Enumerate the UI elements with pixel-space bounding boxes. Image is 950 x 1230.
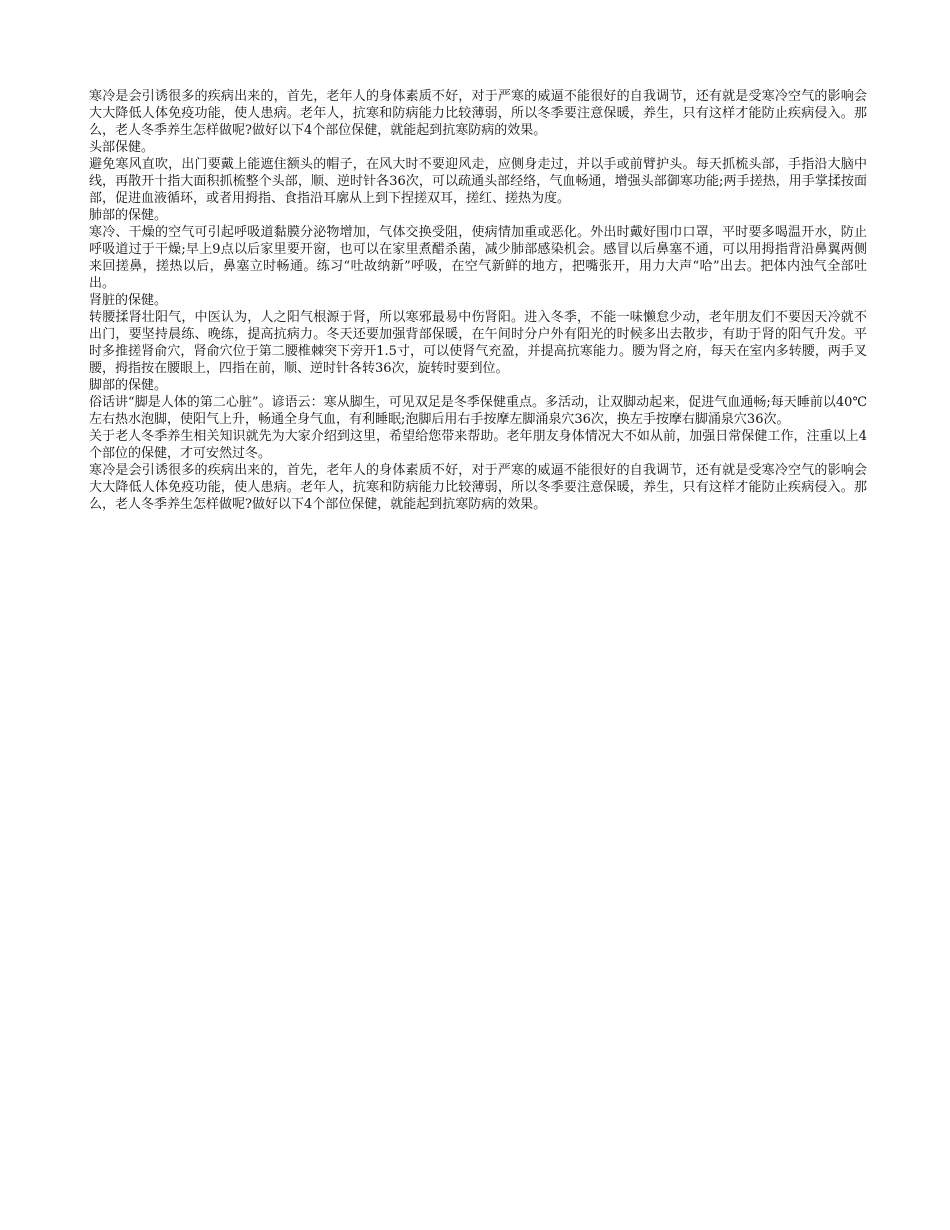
summary-paragraph: 关于老人冬季养生相关知识就先为大家介绍到这里，希望给您带来帮助。老年朋友身体情况大不如从前，加强日常保健工作，注重以上4个部位的保健，才可安然过冬。: [89, 429, 867, 461]
kidney-care-paragraph: 转腰揉肾壮阳气，中医认为，人之阳气根源于肾，所以寒邪最易中伤肾阳。进入冬季，不能一味懒怠少动，老年朋友们不要因天冷就不出门，要坚持晨练、晚练，提高抗病力。冬天还要加强背部保暖，在午间时分户外有阳光的时候多出去散步，有助于肾的阳气升发。平时多推搓肾俞穴，肾俞穴位于第二腰椎棘突下旁开1.5寸，可以使肾气充盈，并提高抗寒能力。腰为肾之府，每天在室内多转腰，两手叉腰，拇指按在腰眼上，四指在前，顺、逆时针各转36次，旋转时要到位。: [89, 310, 867, 376]
document-body: [89, 88, 867, 513]
section-heading-head: 头部保健。: [89, 140, 155, 155]
intro-paragraph: 寒冷是会引诱很多的疾病出来的，首先，老年人的身体素质不好，对于严寒的威逼不能很好的自我调节，还有就是受寒冷空气的影响会大大降低人体免疫功能，使人患病。老年人，抗寒和防病能力比较薄弱，所以冬季要注意保暖，养生，只有这样才能防止疾病侵入。那么，老人冬季养生怎样做呢?做好以下4个部位保健，就能起到抗寒防病的效果。: [89, 89, 867, 138]
section-heading-lung: 肺部的保健。: [89, 208, 168, 223]
repeated-intro-paragraph: 寒冷是会引诱很多的疾病出来的，首先，老年人的身体素质不好，对于严寒的威逼不能很好的自我调节，还有就是受寒冷空气的影响会大大降低人体免疫功能，使人患病。老年人，抗寒和防病能力比较薄弱，所以冬季要注意保暖，养生，只有这样才能防止疾病侵入。那么，老人冬季养生怎样做呢?做好以下4个部位保健，就能起到抗寒防病的效果。: [89, 463, 867, 512]
section-heading-kidney: 肾脏的保健。: [89, 293, 168, 308]
lung-care-paragraph: 寒冷、干燥的空气可引起呼吸道黏膜分泌物增加，气体交换受阻，使病情加重或恶化。外出时戴好围巾口罩，平时要多喝温开水，防止呼吸道过于干燥;早上9点以后家里要开窗，也可以在家里煮醋杀菌，减少肺部感染机会。感冒以后鼻塞不通，可以用拇指背沿鼻翼两侧来回搓鼻，搓热以后，鼻塞立时畅通。练习“吐故纳新”呼吸，在空气新鲜的地方，把嘴张开，用力大声“哈”出去。把体内浊气全部吐出。: [89, 225, 867, 291]
section-heading-foot: 脚部的保健。: [89, 378, 168, 393]
head-care-paragraph: 避免寒风直吹，出门要戴上能遮住额头的帽子，在风大时不要迎风走，应侧身走过，并以手或前臂护头。每天抓梳头部，手指沿大脑中线，再散开十指大面积抓梳整个头部，顺、逆时针各36次，可以疏通头部经络，气血畅通，增强头部御寒功能;两手搓热，用手掌揉按面部，促进血液循环，或者用拇指、食指沿耳廓从上到下捏搓双耳，搓红、搓热为度。: [89, 157, 867, 206]
foot-care-paragraph: 俗话讲“脚是人体的第二心脏”。谚语云：寒从脚生，可见双足是冬季保健重点。多活动，让双脚动起来，促进气血通畅;每天睡前以40℃左右热水泡脚，使阳气上升，畅通全身气血，有利睡眠;泡脚后用右手按摩左脚涌泉穴36次，换左手按摩右脚涌泉穴36次。: [89, 395, 867, 427]
